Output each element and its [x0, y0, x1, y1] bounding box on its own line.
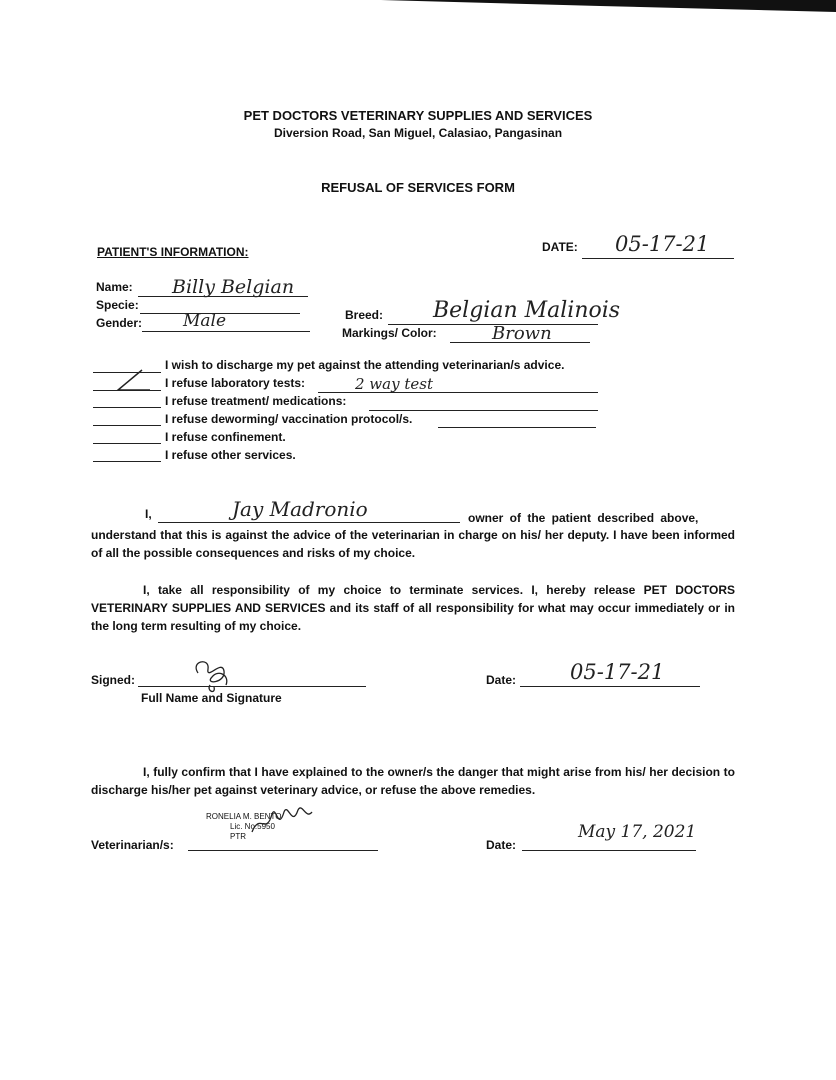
breed-value: Belgian Malinois [433, 298, 621, 323]
vet-stamp-license: Lic. No.5950 [230, 822, 275, 831]
statement-line1-suffix: owner of the patient described above, [468, 511, 699, 525]
owner-signature-scribble [188, 655, 238, 695]
form-title: REFUSAL OF SERVICES FORM [321, 180, 515, 195]
gender-line [142, 331, 310, 332]
date-line [582, 258, 734, 259]
treatment-line [369, 410, 598, 411]
vet-stamp-ptr: PTR [230, 832, 246, 841]
name-value: Billy Belgian [172, 276, 295, 298]
vet-date-label: Date: [486, 838, 517, 852]
markings-value: Brown [492, 323, 552, 344]
owner-name-value: Jay Madronio [232, 497, 368, 521]
deworming-line [438, 427, 596, 428]
vet-date-line [522, 850, 696, 851]
responsibility-text: I, take all responsibility of my choice to terminate services. I, hereby release PET DOCTORS VETERINARY SUPPLIES AND SERVICES and its staff of all responsibility for what may occur immediately or in the long term resulting of my choice. [91, 583, 735, 633]
veterinarian-line [188, 850, 378, 851]
option-treatment: I refuse treatment/ medications: [165, 394, 347, 408]
statement-prefix: I, [145, 507, 152, 521]
option-lab-tests: I refuse laboratory tests: [165, 376, 306, 390]
check-mark-icon [112, 368, 152, 392]
option-deworming: I refuse deworming/ vaccination protocol/s. [165, 412, 413, 426]
option-discharge: I wish to discharge my pet against the attending veterinarian/s advice. [165, 358, 565, 372]
option-confinement: I refuse confinement. [165, 430, 286, 444]
specie-label: Specie: [96, 298, 139, 312]
vet-signature-scribble [248, 802, 318, 842]
name-label: Name: [96, 280, 133, 294]
veterinarian-label: Veterinarian/s: [91, 838, 174, 852]
clinic-name: PET DOCTORS VETERINARY SUPPLIES AND SERVICES [243, 108, 593, 123]
gender-label: Gender: [96, 316, 143, 330]
confirmation-text: I, fully confirm that I have explained to the owner/s the danger that might arise from his/ her decision to discharge his/her pet against veterinary advice, or refuse the above remedies. [91, 765, 735, 797]
signed-label: Signed: [91, 673, 135, 687]
signature-date-value: 05-17-21 [570, 660, 665, 684]
signature-date-label: Date: [486, 673, 517, 687]
scan-edge-mark [0, 0, 836, 18]
vet-date-value: May 17, 2021 [578, 822, 697, 842]
option-5-checkbox-line [93, 443, 161, 444]
signature-line [138, 686, 366, 687]
gender-value: Male [183, 311, 227, 331]
option-6-checkbox-line [93, 461, 161, 462]
clinic-address: Diversion Road, San Miguel, Calasiao, Pangasinan [273, 126, 563, 140]
date-value: 05-17-21 [615, 232, 710, 256]
option-4-checkbox-line [93, 425, 161, 426]
date-label: DATE: [542, 240, 578, 254]
signature-date-line [520, 686, 700, 687]
statement-text: understand that this is against the advice of the veterinarian in charge on his/ her deputy. I have been informed of all the possible consequences and risks of my choice. [91, 528, 735, 560]
option-3-checkbox-line [93, 407, 161, 408]
vet-stamp-name: RONELIA M. BENTO [206, 812, 282, 821]
owner-name-line [158, 522, 460, 523]
option-other-services: I refuse other services. [165, 448, 296, 462]
signature-caption: Full Name and Signature [141, 691, 282, 705]
lab-tests-value: 2 way test [355, 375, 433, 393]
markings-label: Markings/ Color: [342, 326, 437, 340]
breed-label: Breed: [345, 308, 384, 322]
patient-section-label: PATIENT'S INFORMATION: [97, 245, 249, 259]
